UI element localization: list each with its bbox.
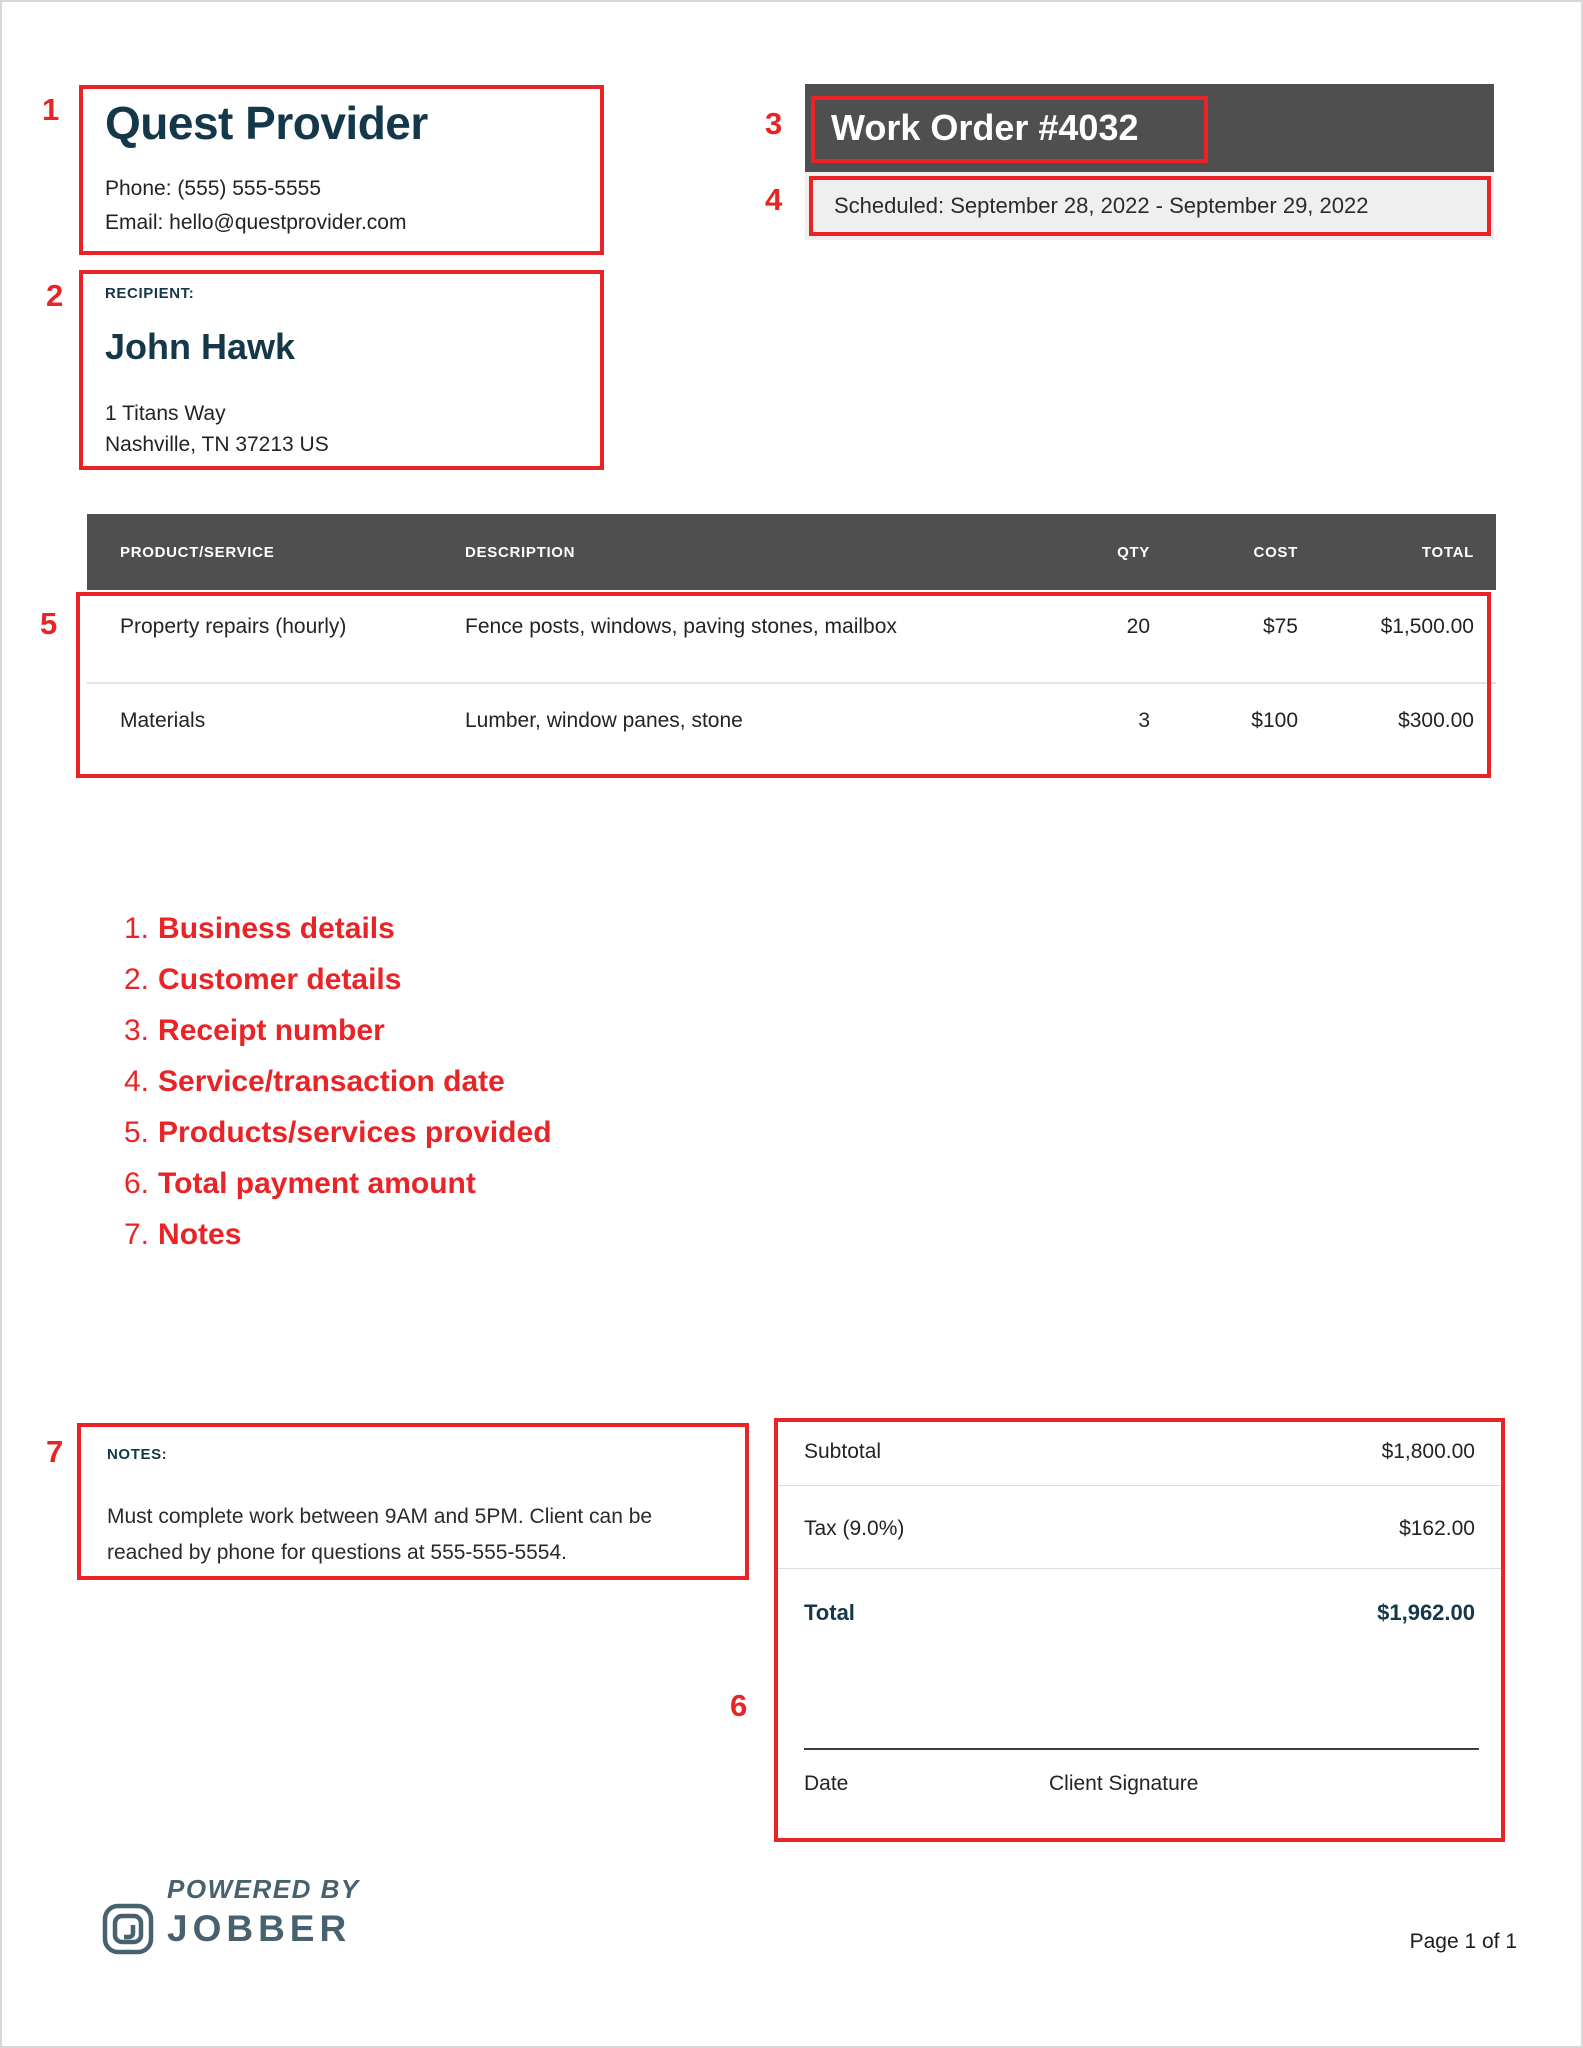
total-value: $1,962.00	[1377, 1600, 1475, 1625]
tax-row	[776, 1486, 1503, 1569]
legend-label: Products/services provided	[158, 1116, 552, 1149]
legend-number: 5.	[124, 1116, 150, 1149]
business-contact	[105, 172, 406, 240]
legend-item-total-payment	[124, 1158, 552, 1209]
header-total: TOTAL	[1421, 543, 1474, 561]
page-number: Page 1 of 1	[1409, 1930, 1517, 1953]
header-cost: COST	[1253, 543, 1298, 561]
legend-item-customer-details	[124, 954, 552, 1005]
brand-text	[167, 1874, 360, 1960]
notes-heading: NOTES:	[107, 1446, 168, 1463]
cell-description: Fence posts, windows, paving stones, mailbox	[465, 615, 897, 638]
legend-number: 3.	[124, 1014, 150, 1047]
legend-number: 7.	[124, 1218, 150, 1251]
powered-by-label: POWERED BY	[167, 1874, 360, 1904]
subtotal-label: Subtotal	[804, 1440, 882, 1463]
annotation-legend	[124, 903, 552, 1260]
cell-product: Property repairs (hourly)	[120, 615, 347, 638]
jobber-brandmark	[102, 1874, 360, 1960]
legend-item-products-services	[124, 1107, 552, 1158]
work-order-title-bar	[805, 84, 1494, 172]
cell-total: $1,500.00	[1380, 615, 1474, 638]
annotation-number-4: 4	[765, 182, 783, 217]
annotation-number-7: 7	[46, 1434, 64, 1469]
annotation-number-1: 1	[42, 92, 60, 127]
work-order-title: Work Order #4032	[831, 107, 1139, 148]
legend-number: 4.	[124, 1065, 150, 1098]
notes-text: Must complete work between 9AM and 5PM. Client can be reached by phone for questions at 555-555-5554.	[107, 1505, 653, 1564]
legend-number: 1.	[124, 912, 150, 945]
cell-description: Lumber, window panes, stone	[465, 709, 743, 732]
legend-item-business-details	[124, 903, 552, 954]
total-row	[776, 1569, 1503, 1647]
cell-qty: 3	[1138, 709, 1150, 732]
business-email: Email: hello@questprovider.com	[105, 211, 407, 234]
totals-block	[776, 1420, 1503, 1842]
subtotal-value: $1,800.00	[1381, 1440, 1475, 1463]
legend-label: Business details	[158, 912, 395, 945]
business-name: Quest Provider	[105, 97, 428, 149]
table-row	[87, 590, 1496, 682]
recipient-address-line2: Nashville, TN 37213 US	[105, 433, 329, 456]
tax-value: $162.00	[1399, 1517, 1475, 1540]
legend-label: Total payment amount	[158, 1167, 476, 1200]
legend-number: 6.	[124, 1167, 150, 1200]
annotation-number-5: 5	[40, 606, 58, 641]
header-qty: QTY	[1117, 543, 1150, 561]
header-product-service: PRODUCT/SERVICE	[120, 543, 275, 561]
recipient-address	[105, 398, 329, 460]
legend-label: Customer details	[158, 963, 402, 996]
legend-item-service-date	[124, 1056, 552, 1107]
cell-cost: $75	[1262, 615, 1298, 638]
table-row	[87, 682, 1496, 774]
legend-label: Receipt number	[158, 1014, 385, 1047]
legend-item-receipt-number	[124, 1005, 552, 1056]
annotation-number-3: 3	[765, 106, 783, 141]
annotation-number-6: 6	[730, 1688, 748, 1723]
date-label: Date	[804, 1772, 849, 1795]
items-table-header	[87, 514, 1496, 590]
recipient-name: John Hawk	[105, 326, 296, 367]
business-phone: Phone: (555) 555-5555	[105, 177, 321, 200]
recipient-address-line1: 1 Titans Way	[105, 402, 226, 425]
scheduled-bar	[805, 172, 1494, 240]
cell-cost: $100	[1251, 709, 1298, 732]
cell-product: Materials	[120, 709, 206, 732]
total-label: Total	[804, 1600, 855, 1625]
cell-total: $300.00	[1398, 709, 1474, 732]
items-table	[87, 514, 1496, 774]
cell-qty: 20	[1126, 615, 1150, 638]
scheduled-dates: Scheduled: September 28, 2022 - September 29, 2022	[834, 193, 1369, 218]
jobber-logo-icon	[102, 1903, 154, 1960]
legend-label: Notes	[158, 1218, 242, 1251]
client-signature-label: Client Signature	[1049, 1772, 1199, 1795]
legend-number: 2.	[124, 963, 150, 996]
brand-name: JOBBER	[167, 1908, 352, 1949]
tax-label: Tax (9.0%)	[804, 1517, 905, 1540]
legend-item-notes	[124, 1209, 552, 1260]
subtotal-row	[776, 1420, 1503, 1486]
annotation-number-2: 2	[46, 278, 64, 313]
header-description: DESCRIPTION	[465, 543, 576, 561]
legend-label: Service/transaction date	[158, 1065, 505, 1098]
recipient-heading: RECIPIENT:	[105, 285, 195, 302]
signature-line	[804, 1748, 1479, 1750]
